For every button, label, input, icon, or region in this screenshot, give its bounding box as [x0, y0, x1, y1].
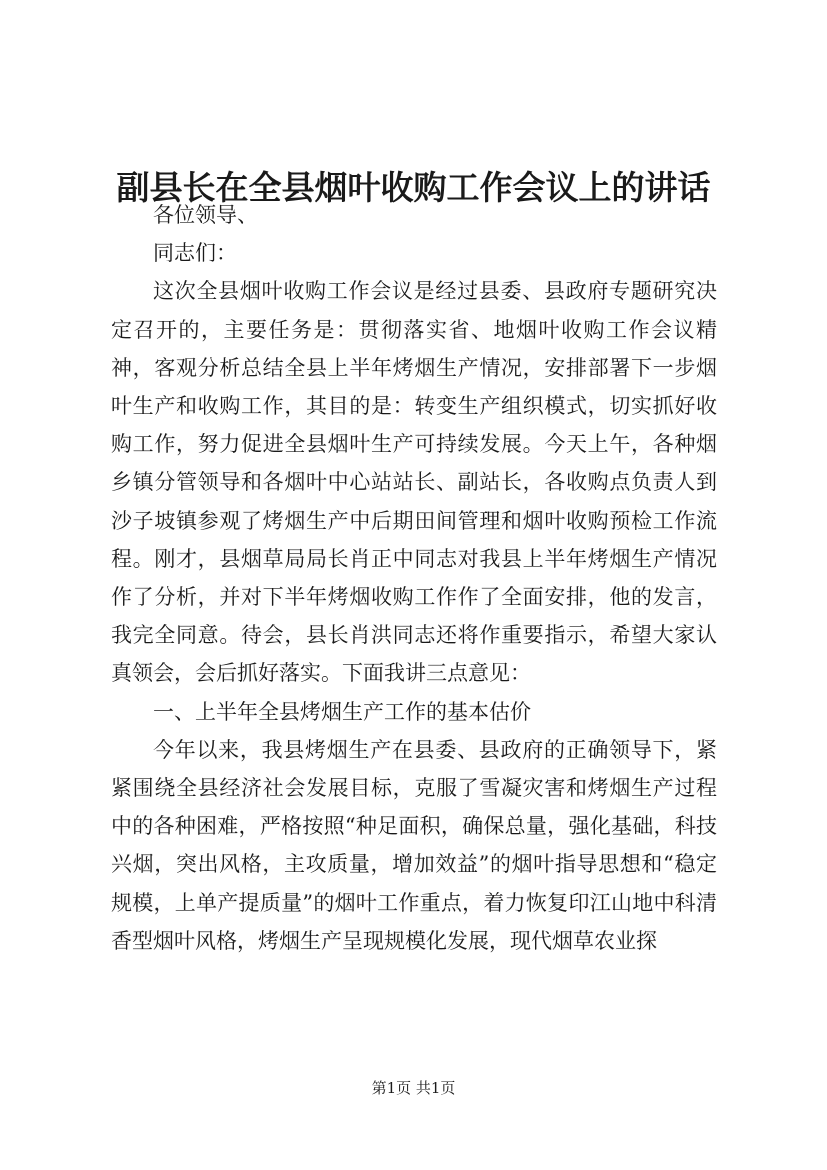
- document-body: [111, 196, 717, 960]
- page-footer: 第1页 共1页: [371, 1079, 456, 1097]
- salutation-line-2: 同志们：: [153, 241, 237, 266]
- salutation-line-1: 各位领导、: [153, 203, 258, 227]
- document-title: 副县长在全县烟叶收购工作会议上的讲话: [116, 168, 711, 208]
- paragraph-intro: 这次全县烟叶收购工作会议是经过县委、县政府专题研究决定召开的，主要任务是：贯彻落实省、地烟叶收购工作会议精神，客观分析总结全县上半年烤烟生产情况，安排部署下一步烟叶生产和收购工作，其目的是：转变生产组织模式，切实抓好收购工作，努力促进全县烟叶生产可持续发展。今天上午，各种烟乡镇分管领导和各烟叶中心站站长、副站长，各收购点负责人到沙子坡镇参观了烤烟生产中后期田间管理和烟叶收购预检工作流程。刚才，县烟草局局长肖正中同志对我县上半年烤烟生产情况作了分析，并对下半年烤烟收购工作作了全面安排，他的发言，我完全同意。待会，县长肖洪同志还将作重要指示，希望大家认真领会，会后抓好落实。下面我讲三点意见：: [111, 279, 717, 686]
- section-heading-1: 一、上半年全县烤烟生产工作的基本估价: [153, 699, 531, 724]
- paragraph-section-1: 今年以来，我县烤烟生产在县委、县政府的正确领导下，紧紧围绕全县经济社会发展目标，克服了雪凝灾害和烤烟生产过程中的各种困难，严格按照“种足面积，确保总量，强化基础，科技兴烟，突出风格，主攻质量，增加效益”的烟叶指导思想和“稳定规模，上单产提质量”的烟叶工作重点，着力恢复印江山地中科清香型烟叶风格，烤烟生产呈现规模化发展，现代烟草农业探: [111, 737, 717, 953]
